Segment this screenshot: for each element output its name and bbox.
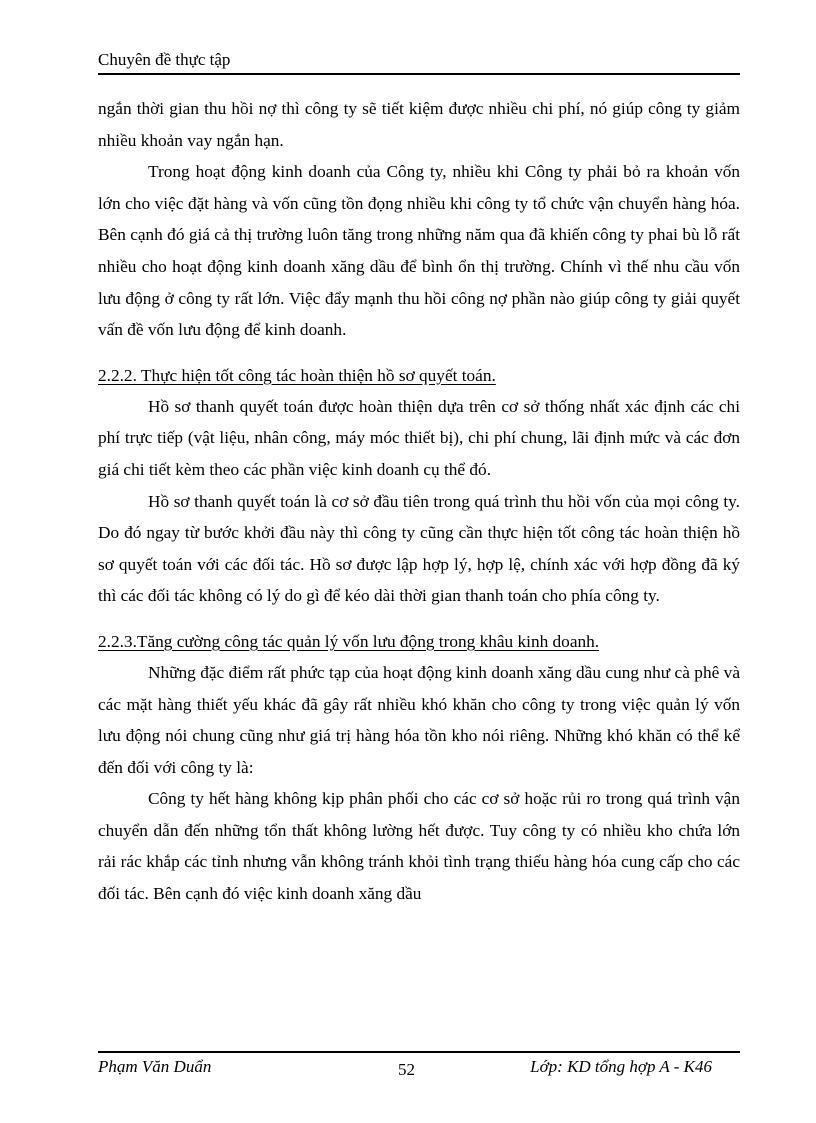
section-heading-2-2-3: 2.2.3.Tăng cường công tác quản lý vốn lưu động trong khâu kinh doanh. xyxy=(98,631,600,651)
page-footer xyxy=(98,1053,740,1081)
section-heading-2-2-2: 2.2.2. Thực hiện tốt công tác hoàn thiện hồ sơ quyết toán. xyxy=(98,365,496,385)
paragraph-shortage: Công ty hết hàng không kịp phân phối cho các cơ sở hoặc rủi ro trong quá trình vận chuyển dẫn đến những tổn thất không lường hết được. Tuy công ty có nhiều kho chứa lớn rải rác khắp các tỉnh nhưng vẫn không tránh khỏi tình trạng thiếu hàng hóa cung cấp cho các đối tác. Bên cạnh đó việc kinh doanh xăng dầu xyxy=(98,789,740,904)
header-divider xyxy=(98,73,740,75)
page-number: 52 xyxy=(398,1060,415,1079)
footer-class-label: Lớp: KD tổng hợp A - K46 xyxy=(530,1057,712,1076)
page-header xyxy=(98,48,740,72)
paragraph-difficulties: Những đặc điểm rất phức tạp của hoạt động kinh doanh xăng dầu cung như cà phê và các mặt hàng thiết yếu khác đã gây rất nhiều khó khăn cho công ty trong việc quản lý vốn lưu động nói chung cũng như giá trị hàng hóa tồn kho nói riêng. Những khó khăn có thể kể đến đối với công ty là: xyxy=(98,662,740,777)
footer-author: Phạm Văn Duẩn xyxy=(98,1057,212,1076)
header-title: Chuyên đề thực tập xyxy=(98,50,231,69)
paragraph-settlement-records: Hồ sơ thanh quyết toán được hoàn thiện dựa trên cơ sở thống nhất xác định các chi phí trực tiếp (vật liệu, nhân công, máy móc thiết bị), chi phí chung, lãi định mức và các đơn giá chi tiết kèm theo các phần việc kinh doanh cụ thể đó. xyxy=(98,396,740,479)
paragraph-business-capital: Trong hoạt động kinh doanh của Công ty, nhiều khi Công ty phải bỏ ra khoản vốn lớn cho việc đặt hàng và vốn cũng tồn đọng nhiều khi công ty tổ chức vận chuyển hàng hóa. Bên cạnh đó giá cả thị trường luôn tăng trong những năm qua đã khiến công ty phai bù lỗ rất nhiều cho hoạt động kinh doanh xăng dầu để bình ổn thị trường. Chính vì thế nhu cầu vốn lưu động ở công ty rất lớn. Việc đẩy mạnh thu hồi công nợ phần nào giúp công ty giải quyết vấn đề vốn lưu động để kinh doanh. xyxy=(98,162,740,340)
document-body xyxy=(98,93,740,910)
paragraph-continuation: ngắn thời gian thu hồi nợ thì công ty sẽ tiết kiệm được nhiều chi phí, nó giúp công ty giảm nhiều khoản vay ngắn hạn. xyxy=(98,99,740,150)
paragraph-settlement-basis: Hồ sơ thanh quyết toán là cơ sở đầu tiên trong quá trình thu hồi vốn của mọi công ty. Do đó ngay từ bước khởi đầu này thì công ty cũng cần thực hiện tốt công tác hoàn thiện hồ sơ quyết toán với các đối tác. Hồ sơ được lập hợp lý, hợp lệ, chính xác với hợp đồng đã ký thì các đối tác không có lý do gì để kéo dài thời gian thanh toán cho phía công ty. xyxy=(98,491,740,606)
